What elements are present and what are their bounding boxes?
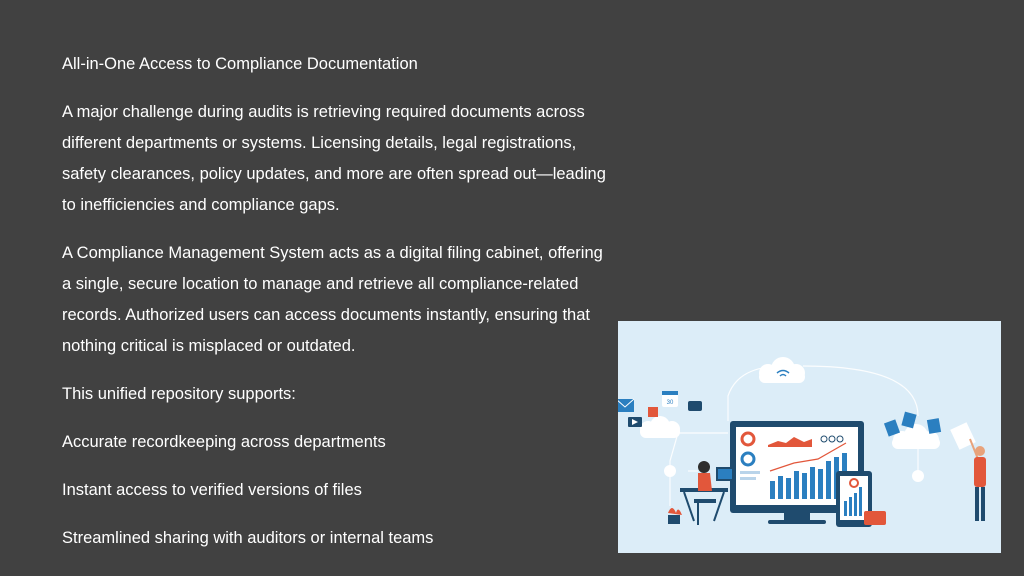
left-cloud-icon: [640, 416, 680, 438]
list-item-2: Instant access to verified versions of files: [62, 481, 362, 499]
standing-person: [970, 439, 986, 521]
chart-doc-icon: [648, 407, 658, 417]
list-item-1: Accurate recordkeeping across departments: [62, 433, 386, 451]
folder-icon: [864, 511, 886, 525]
calendar-number: 30: [666, 400, 674, 406]
node-icon-left: [664, 465, 676, 477]
compliance-illustration: [618, 321, 1001, 553]
paragraph-2: A Compliance Management System acts as a digital filing cabinet, offering a single, secure location to manage and retrieve all compliance-related records. Authorized users can access documents instantly, ensuring that nothing critical is misplaced or outdated.: [62, 244, 603, 355]
chat-icon: [688, 401, 702, 411]
node-icon-right: [912, 470, 924, 482]
plant-icon: [668, 508, 682, 524]
doc-heading: All-in-One Access to Compliance Documentation: [62, 55, 418, 73]
paragraph-1: A major challenge during audits is retrieving required documents across different departments or systems. Licensing details, legal registrations, safety clearances, policy updates, and more are often spread out—leading to inefficiencies and compliance gaps.: [62, 103, 606, 214]
list-item-3: Streamlined sharing with auditors or internal teams: [62, 529, 434, 547]
document-text: [62, 49, 607, 571]
paragraph-3: This unified repository supports:: [62, 385, 296, 403]
